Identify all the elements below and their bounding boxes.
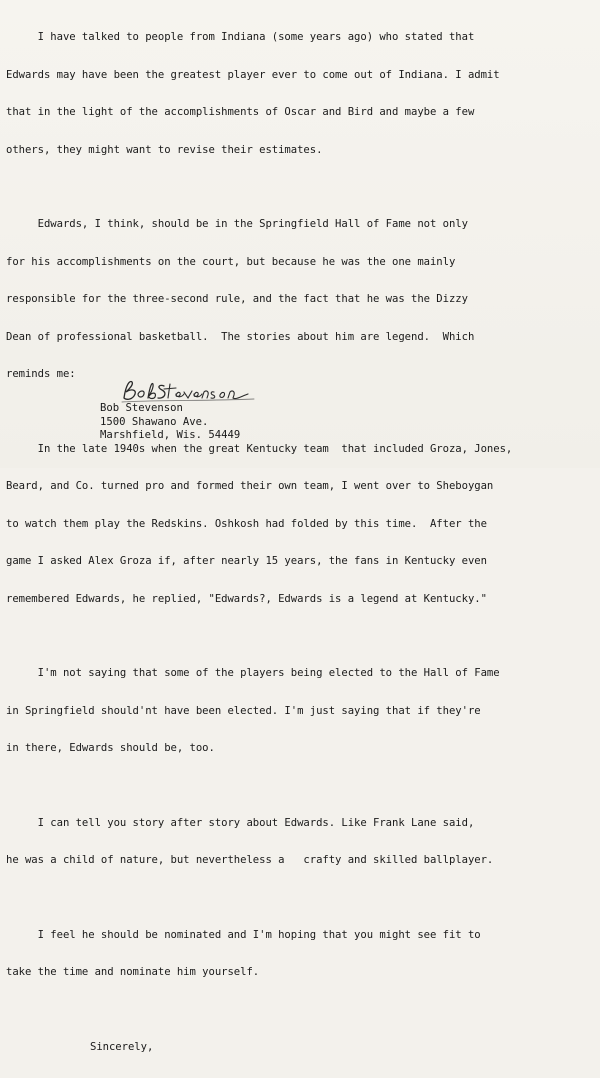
text-line: he was a child of nature, but nevertheless a crafty and skilled ballplayer. xyxy=(6,854,596,867)
letter-page xyxy=(0,0,600,468)
closing-salutation: Sincerely, xyxy=(6,1041,596,1054)
text-line: reminds me: xyxy=(6,368,596,381)
text-line: remembered Edwards, he replied, "Edwards?, Edwards is a legend at Kentucky." xyxy=(6,593,596,606)
text-line: in there, Edwards should be, too. xyxy=(6,742,596,755)
letter-body xyxy=(6,6,596,1078)
text-line: I have talked to people from Indiana (some years ago) who stated that xyxy=(6,31,596,44)
sender-address xyxy=(100,401,240,442)
paragraph-5 xyxy=(6,792,596,892)
paragraph-4 xyxy=(6,642,596,780)
text-line: responsible for the three-second rule, and the fact that he was the Dizzy xyxy=(6,293,596,306)
paragraph-2 xyxy=(6,193,596,406)
paragraph-6 xyxy=(6,904,596,1004)
paragraph-1 xyxy=(6,6,596,181)
text-line: in Springfield should'nt have been elected. I'm just saying that if they're xyxy=(6,705,596,718)
text-line: for his accomplishments on the court, but because he was the one mainly xyxy=(6,256,596,269)
text-line: I can tell you story after story about Edwards. Like Frank Lane said, xyxy=(6,817,596,830)
text-line: Edwards may have been the greatest player ever to come out of Indiana. I admit xyxy=(6,69,596,82)
closing xyxy=(6,1016,596,1078)
text-line: game I asked Alex Groza if, after nearly 15 years, the fans in Kentucky even xyxy=(6,555,596,568)
text-line: take the time and nominate him yourself. xyxy=(6,966,596,979)
text-line: Dean of professional basketball. The stories about him are legend. Which xyxy=(6,331,596,344)
sender-street: 1500 Shawano Ave. xyxy=(100,416,240,428)
text-line: Beard, and Co. turned pro and formed their own team, I went over to Sheboygan xyxy=(6,480,596,493)
text-line: others, they might want to revise their estimates. xyxy=(6,144,596,157)
text-line: that in the light of the accomplishments of Oscar and Bird and maybe a few xyxy=(6,106,596,119)
text-line: I feel he should be nominated and I'm hoping that you might see fit to xyxy=(6,929,596,942)
text-line: In the late 1940s when the great Kentucky team that included Groza, Jones, xyxy=(6,443,596,456)
text-line: Edwards, I think, should be in the Springfield Hall of Fame not only xyxy=(6,218,596,231)
text-line: I'm not saying that some of the players being elected to the Hall of Fame xyxy=(6,667,596,680)
sender-city: Marshfield, Wis. 54449 xyxy=(100,428,240,442)
sender-name: Bob Stevenson xyxy=(100,401,240,416)
paragraph-3 xyxy=(6,418,596,631)
text-line: to watch them play the Redskins. Oshkosh had folded by this time. After the xyxy=(6,518,596,531)
